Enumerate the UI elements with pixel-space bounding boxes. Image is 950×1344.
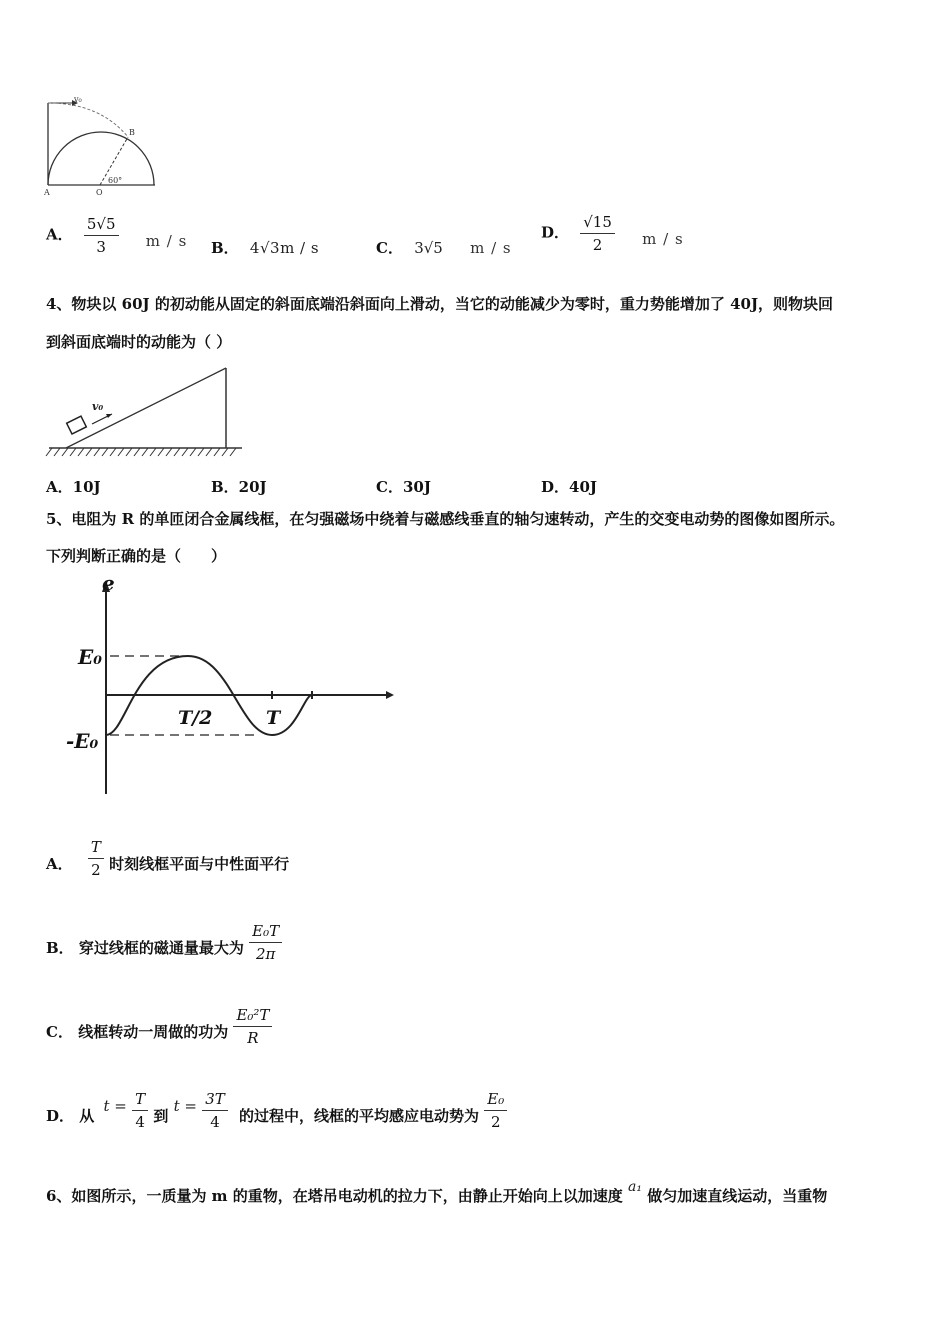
unit: m / s bbox=[145, 231, 188, 250]
question-6-text-b: 做匀加速直线运动，当重物 bbox=[647, 1187, 828, 1205]
question-5-line-1: 5、电阻为 R 的单匝闭合金属线框，在匀强磁场中绕着与磁感线垂直的轴匀速转动，产生的交变电动势的图像如图所示。 bbox=[46, 510, 845, 528]
q3-option-d[interactable] bbox=[541, 213, 684, 254]
option-text: 的过程中，线框的平均感应电动势为 bbox=[239, 1106, 480, 1125]
q4-option-b[interactable]: B．20J bbox=[211, 478, 267, 496]
unit: m / s bbox=[470, 239, 512, 257]
q3-option-b[interactable] bbox=[211, 237, 319, 258]
option-text-to: 到 bbox=[153, 1106, 169, 1125]
numerator: T bbox=[88, 838, 104, 859]
time-end-label: t = bbox=[173, 1096, 197, 1115]
denominator: 2 bbox=[490, 1113, 501, 1131]
option-letter: A． bbox=[46, 225, 73, 244]
option-letter: C． bbox=[376, 239, 403, 257]
emf-sine-graph bbox=[60, 572, 400, 802]
numerator: √15 bbox=[580, 213, 615, 234]
q5-option-b[interactable] bbox=[46, 922, 282, 963]
fraction bbox=[580, 213, 615, 254]
fraction bbox=[233, 1006, 272, 1047]
denominator: 4 bbox=[210, 1113, 220, 1131]
question-6-line-1 bbox=[46, 1179, 828, 1207]
option-text: 时刻线框平面与中性面平行 bbox=[109, 854, 290, 873]
fraction bbox=[132, 1090, 148, 1131]
q5-option-c[interactable] bbox=[46, 1006, 272, 1047]
denominator: R bbox=[247, 1029, 259, 1047]
q3-option-c[interactable] bbox=[376, 237, 512, 258]
value: 3√5 bbox=[414, 239, 443, 257]
fraction bbox=[202, 1090, 228, 1131]
q5-option-a[interactable] bbox=[46, 838, 289, 879]
q3-option-a[interactable] bbox=[46, 215, 187, 256]
option-letter: B． bbox=[46, 938, 74, 957]
numerator: 3T bbox=[202, 1090, 228, 1111]
numerator: 5√5 bbox=[84, 215, 119, 236]
positive-peak-label: E₀ bbox=[78, 645, 103, 669]
fraction bbox=[249, 922, 282, 963]
fraction bbox=[84, 215, 119, 256]
option-letter: D． bbox=[541, 223, 570, 242]
period-label: T bbox=[266, 707, 281, 729]
denominator: 2 bbox=[592, 236, 603, 254]
time-start-label: t = bbox=[103, 1096, 127, 1115]
option-text: 穿过线框的磁通量最大为 bbox=[78, 938, 244, 957]
fraction bbox=[484, 1090, 507, 1131]
v0-label: v₀ bbox=[92, 400, 104, 413]
point-b-label: B bbox=[129, 128, 135, 137]
option-text-from: 从 bbox=[79, 1106, 95, 1125]
point-o-label: O bbox=[96, 188, 103, 197]
question-5-line-2: 下列判断正确的是（ ） bbox=[46, 547, 227, 565]
q5-option-d[interactable] bbox=[46, 1090, 507, 1131]
negative-peak-label: -E₀ bbox=[66, 729, 99, 753]
question-4-line-2: 到斜面底端时的动能为（ ） bbox=[46, 333, 232, 351]
unit: m / s bbox=[642, 229, 684, 248]
denominator: 2π bbox=[255, 945, 276, 963]
option-letter: D． bbox=[46, 1106, 75, 1125]
question-4-line-1: 4、物块以 60J 的初动能从固定的斜面底端沿斜面向上滑动，当它的动能减少为零时，重力势能增加了 40J，则物块回 bbox=[46, 295, 834, 313]
option-letter: C． bbox=[46, 1022, 73, 1041]
numerator: E₀ bbox=[484, 1090, 507, 1111]
projectile-semicircle-figure bbox=[40, 95, 165, 200]
option-letter: A． bbox=[46, 854, 73, 873]
numerator: E₀²T bbox=[233, 1006, 272, 1027]
denominator: 2 bbox=[91, 861, 101, 879]
fraction bbox=[88, 838, 104, 879]
denominator: 3 bbox=[96, 238, 106, 256]
point-a-label: A bbox=[44, 188, 50, 197]
v0-label: v₀ bbox=[74, 95, 82, 104]
value: 4√3m / s bbox=[249, 239, 320, 257]
q4-option-d[interactable]: D．40J bbox=[541, 478, 597, 496]
numerator: E₀T bbox=[249, 922, 282, 943]
q4-option-c[interactable]: C．30J bbox=[376, 478, 431, 496]
half-period-label: T/2 bbox=[178, 707, 213, 729]
denominator: 4 bbox=[135, 1113, 145, 1131]
option-text: 线框转动一周做的功为 bbox=[78, 1022, 229, 1041]
angle-label: 60° bbox=[108, 176, 123, 185]
q4-option-a[interactable]: A．10J bbox=[46, 478, 101, 496]
acceleration-symbol: a₁ bbox=[628, 1179, 642, 1195]
numerator: T bbox=[132, 1090, 148, 1111]
y-axis-label: e bbox=[102, 572, 115, 595]
question-6-text-a: 6、如图所示，一质量为 m 的重物，在塔吊电动机的拉力下，由静止开始向上以加速度 bbox=[46, 1187, 623, 1205]
option-letter: B． bbox=[211, 239, 239, 257]
incline-block-figure bbox=[44, 362, 249, 462]
